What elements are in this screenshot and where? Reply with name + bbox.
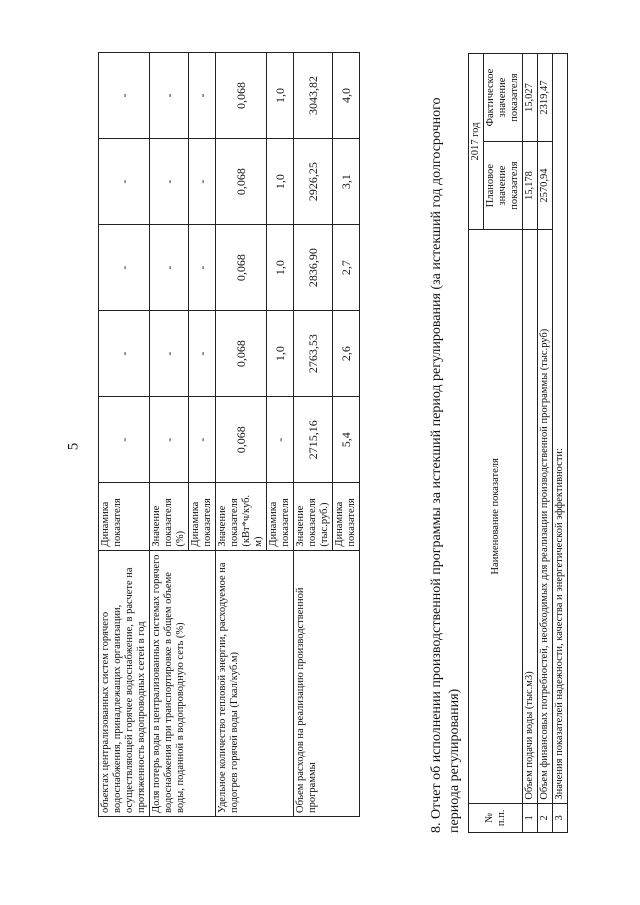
col-header-name: Наименование показателя — [469, 230, 523, 804]
indicator-sublabel: Динамика показателя — [333, 483, 360, 550]
page-number: 5 — [65, 442, 82, 451]
row-fact: 2319,47 — [538, 54, 553, 142]
indicator-row — [150, 53, 189, 817]
row-name: Значения показателей надежности, качества и энергетической эффективности: — [553, 54, 568, 804]
indicator-value: - — [150, 225, 189, 311]
indicator-sublabel: Динамика показателя — [99, 483, 150, 550]
indicator-value: 2715,16 — [294, 397, 333, 483]
indicator-sublabel: Динамика показателя — [189, 483, 216, 550]
indicator-name: объектах централизованных систем горячего водоснабжения, принадлежащих организации, осуществляющей горячее водоснабжение, в расчете на протяженность водопроводных сетей в год — [99, 550, 150, 816]
indicator-value: 0,068 — [216, 53, 267, 139]
indicator-value: - — [189, 397, 216, 483]
indicator-value: - — [99, 397, 150, 483]
row-plan: 2570,94 — [538, 142, 553, 230]
row-fact: 15,027 — [523, 54, 538, 142]
indicator-value: - — [150, 139, 189, 225]
indicator-value: 2,7 — [333, 225, 360, 311]
indicator-value: 0,068 — [216, 225, 267, 311]
indicator-value: - — [150, 53, 189, 139]
indicator-value: - — [189, 139, 216, 225]
program-report-table — [468, 53, 568, 833]
row-plan: 15,178 — [523, 142, 538, 230]
indicator-value: 1,0 — [267, 53, 294, 139]
indicator-value: - — [150, 397, 189, 483]
indicator-value: - — [99, 139, 150, 225]
indicator-sublabel: Значение показателя (кВт*ч/куб. м) — [216, 483, 267, 550]
indicator-value: 0,068 — [216, 311, 267, 397]
indicator-name: Удельное количество тепловой энергии, расходуемое на подогрев горячей воды (Гкал/куб.м) — [216, 550, 294, 816]
indicator-value: 3043,82 — [294, 53, 333, 139]
indicator-value: 2,6 — [333, 311, 360, 397]
indicator-sublabel: Динамика показателя — [267, 483, 294, 550]
row-name: Объем подачи воды (тыс.м3) — [523, 230, 538, 804]
indicator-value: 2926,25 — [294, 139, 333, 225]
indicator-value: - — [189, 311, 216, 397]
indicator-value: 0,068 — [216, 397, 267, 483]
indicator-name: Доля потерь воды в централизованных системах горячего водоснабжения при транспортировке в общем объеме воды, поданной в водопроводную сеть (%) — [150, 550, 216, 816]
col-header-fact: Фактическое значение показателя — [484, 54, 523, 142]
indicator-value: 3,1 — [333, 139, 360, 225]
indicator-value: 2836,90 — [294, 225, 333, 311]
indicator-value: 2763,53 — [294, 311, 333, 397]
section-heading: 8. Отчет об исполнении производственной программы за истекший период регулирования (за истекший год долгосрочного периода регулирования) — [429, 97, 462, 833]
indicator-value: - — [150, 311, 189, 397]
indicator-value: 0,068 — [216, 139, 267, 225]
indicator-value: - — [189, 53, 216, 139]
indicator-value: 5,4 — [333, 397, 360, 483]
row-number: 3 — [553, 803, 568, 832]
indicator-value: 1,0 — [267, 139, 294, 225]
col-header-plan: Плановое значение показателя — [484, 142, 523, 230]
indicator-sublabel: Значение показателя (%) — [150, 483, 189, 550]
indicator-value: - — [267, 397, 294, 483]
indicator-value: - — [99, 311, 150, 397]
row-name: Объем финансовых потребностей, необходимых для реализации производственной программы (тыс.руб) — [538, 230, 553, 804]
indicator-row — [216, 53, 267, 817]
col-header-number: № п.п. — [469, 803, 523, 832]
row-number: 2 — [538, 803, 553, 832]
table-row — [523, 54, 538, 833]
indicator-value: 4,0 — [333, 53, 360, 139]
indicator-name: Объем расходов на реализацию производственной программы — [294, 550, 360, 816]
indicator-sublabel: Значение показателя (тыс.руб.) — [294, 483, 333, 550]
indicator-value: - — [99, 53, 150, 139]
indicator-value: - — [99, 225, 150, 311]
col-header-year: 2017 год — [469, 54, 484, 230]
indicator-value: - — [189, 225, 216, 311]
row-number: 1 — [523, 803, 538, 832]
table-row — [538, 54, 553, 833]
indicator-value: 1,0 — [267, 225, 294, 311]
table-row — [553, 54, 568, 833]
indicators-table — [98, 52, 360, 817]
indicator-row — [294, 53, 333, 817]
indicator-value: 1,0 — [267, 311, 294, 397]
indicator-row — [99, 53, 150, 817]
